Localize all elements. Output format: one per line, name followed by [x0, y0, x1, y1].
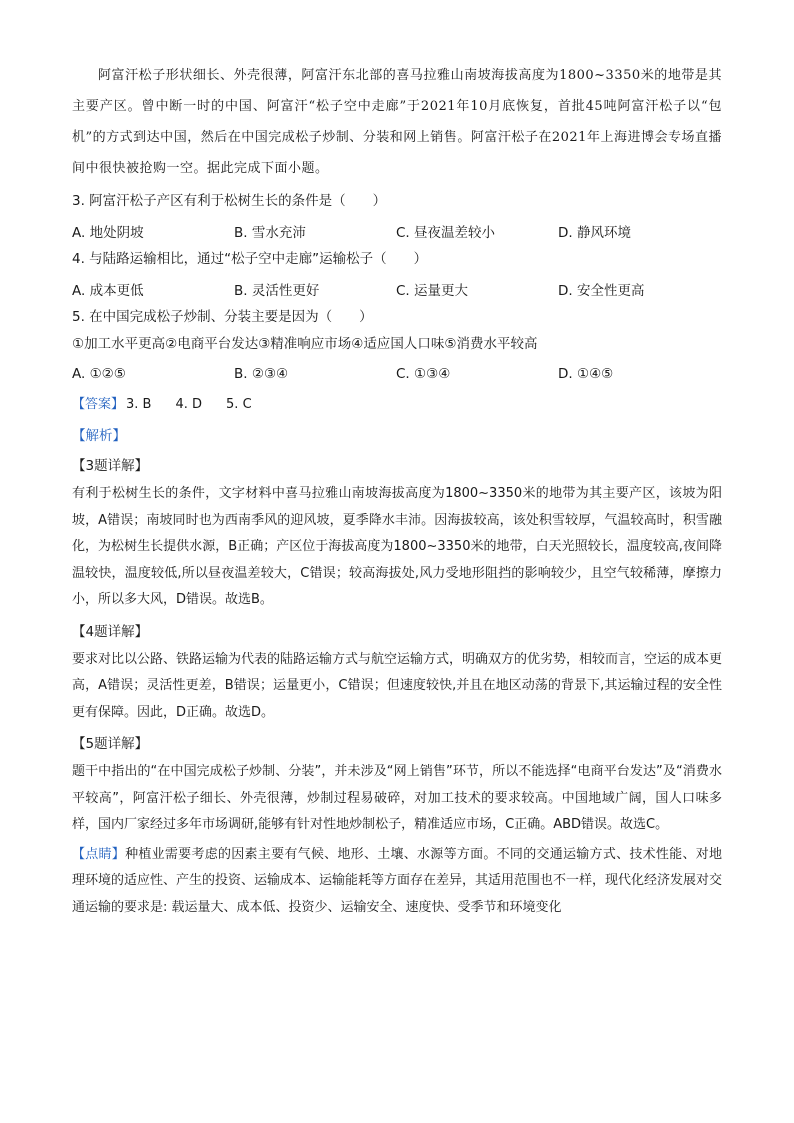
key-point-text: 种植业需要考虑的因素主要有气候、地形、土壤、水源等方面。不同的交通运输方式、技术性能、对地理环境的适应性、产生的投资、运输成本、运输能耗等方面存在差异，其适用范围也不一样，现代化经济发展对交通运输的要求是: 载运量大、成本低、投资少、运输安全、速度快、受季节和环境变化	[72, 846, 723, 915]
question-5-stem: 5. 在中国完成松子炒制、分装主要是因为（ ）	[72, 309, 373, 325]
question-4-stem: 4. 与陆路运输相比，通过“松子空中走廊”运输松子（ ）	[72, 251, 428, 267]
option-a[interactable]: A. ①②⑤	[72, 365, 126, 382]
answer-3: 3. B	[126, 397, 152, 412]
detail-3-text: 有利于松树生长的条件，文字材料中喜马拉雅山南坡海拔高度为1800~3350米的地带为其主要产区，该坡为阳坡，A错误；南坡同时也为西南季风的迎风坡，夏季降水丰沛。因海拔较高，该处积雪较厚，气温较高时，积雪融化，为松树生长提供水源，B正确；产区位于海拔高度为1800~3350米的地带，白天光照较长，温度较高,夜间降温较快，温度较低,所以昼夜温差较大，C错误；较高海拔处,风力受地形阻挡的影响较少，且空气较稀薄，摩擦力小，所以多大风，D错误。故选B。	[72, 486, 722, 607]
answer-4: 4. D	[175, 397, 203, 412]
question-5	[72, 304, 722, 389]
key-point-tag: 【点睛】	[72, 846, 126, 862]
answer-tag: 【答案】	[72, 397, 125, 412]
detail-5-text: 题干中指出的“在中国完成松子炒制、分装”，并未涉及“网上销售”环节，所以不能选择“电商平台发达”及“消费水平较高”，阿富汗松子细长、外壳很薄，炒制过程易破碎，对加工技术的要求较高。中国地域广阔，国人口味多样，国内厂家经过多年市场调研,能够有针对性地炒制松子，精准适应市场，C正确。ABD错误。故选C。	[72, 764, 722, 832]
detail-4-heading: 【4题详解】	[72, 623, 149, 640]
option-c[interactable]: C. ①③④	[396, 365, 451, 382]
question-5-statements: ①加工水平更高②电商平台发达③精准响应市场④适应国人口味⑤消费水平较高	[72, 336, 538, 352]
detail-5-heading: 【5题详解】	[72, 736, 149, 752]
analysis-heading: 【解析】	[72, 428, 126, 444]
option-b[interactable]: B. 雪水充沛	[234, 224, 306, 241]
detail-3	[72, 451, 722, 614]
option-d[interactable]: D. 静风环境	[558, 224, 631, 241]
question-4-options	[72, 273, 722, 304]
question-3-options	[72, 215, 722, 246]
answer-line	[72, 389, 722, 421]
option-d[interactable]: D. ①④⑤	[558, 365, 614, 382]
question-3-stem: 3. 阿富汗松子产区有利于松树生长的条件是（ ）	[72, 193, 387, 209]
question-5-options	[72, 358, 722, 389]
detail-5	[72, 729, 722, 839]
option-d[interactable]: D. 安全性更高	[558, 282, 645, 299]
option-b[interactable]: B. 灵活性更好	[234, 282, 320, 299]
intro-paragraph: 阿富汗松子形状细长、外壳很薄，阿富汗东北部的喜马拉雅山南坡海拔高度为1800~3350米的地带是其主要产区。曾中断一时的中国、阿富汗“松子空中走廊”于2021年10月底恢复，首批45吨阿富汗松子以“包机”的方式到达中国，然后在中国完成松子炒制、分装和网上销售。阿富汗松子在2021年上海进博会专场直播间中很快被抢购一空。据此完成下面小题。	[72, 68, 722, 176]
option-c[interactable]: C. 昼夜温差较小	[396, 224, 496, 241]
detail-4	[72, 617, 722, 727]
option-a[interactable]: A. 地处阴坡	[72, 224, 144, 241]
question-4	[72, 246, 722, 304]
detail-3-heading: 【3题详解】	[72, 458, 149, 474]
detail-4-text: 要求对比以公路、铁路运输为代表的陆路运输方式与航空运输方式，明确双方的优劣势，相较而言，空运的成本更高，A错误；灵活性更差，B错误；运量更小，C错误；但速度较快,并且在地区动荡的背景下,其运输过程的安全性更有保障。因此，D正确。故选D。	[72, 651, 723, 720]
document-page	[72, 60, 722, 921]
question-3	[72, 188, 722, 246]
option-c[interactable]: C. 运量更大	[396, 282, 469, 299]
option-b[interactable]: B. ②③④	[234, 365, 289, 382]
key-point-note	[72, 842, 722, 922]
option-a[interactable]: A. 成本更低	[72, 282, 144, 299]
answer-5: 5. C	[226, 397, 252, 412]
